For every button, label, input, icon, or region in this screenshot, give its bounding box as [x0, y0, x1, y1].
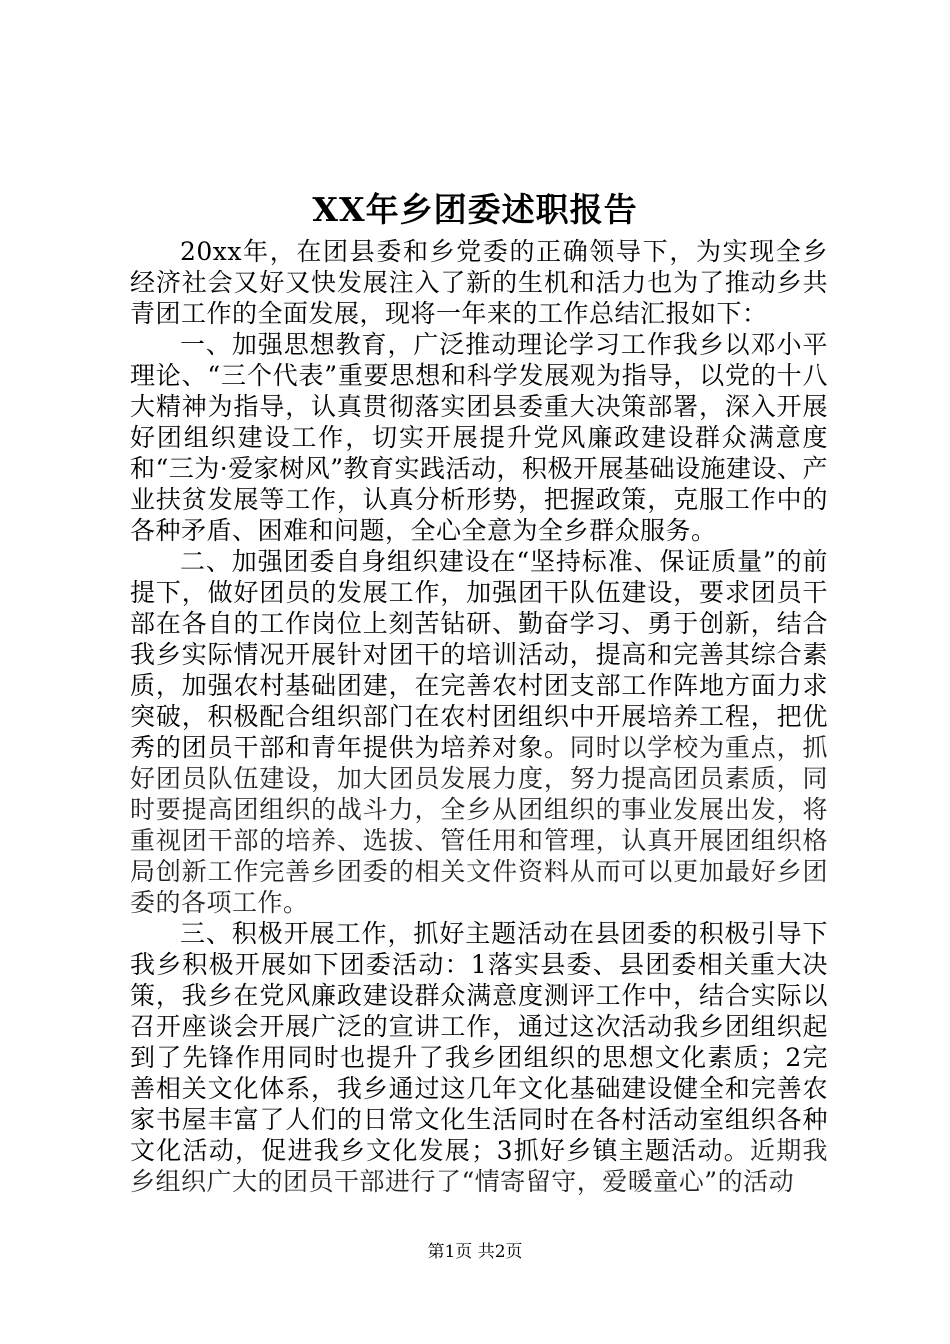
paragraph-intro-text: 20xx年，在团县委和乡党委的正确领导下，为实现全乡经济社会又好又快发展注入了新的生机和活力也为了推动乡共青团工作的全面发展，现将一年来的工作总结汇报如下：: [130, 237, 828, 328]
paragraph-section-2-text-continued: 同时以学校为重点，抓好团员队伍建设，加大团员发展力度，努力提高团员素质，同时要提高团组织的战斗力，全乡从团组织的事业发展出发，将重视团干部的培养、选拔、管任用和管理，认真开展团组织格局创新工作完善乡团委的相关文件资料从而可以更加最好乡团委的各项工作。: [130, 733, 828, 917]
paragraph-section-1-text: 一、加强思想教育，广泛推动理论学习工作我乡以邓小平理论、“三个代表”重要思想和科学发展观为指导，以党的十八大精神为指导，认真贯彻落实团县委重大决策部署，深入开展好团组织建设工作，切实开展提升党风廉政建设群众满意度和“三为·爱家树风”教育实践活动，积极开展基础设施建设、产业扶贫发展等工作，认真分析形势，把握政策，克服工作中的各种矛盾、困难和问题，全心全意为全乡群众服务。: [130, 330, 829, 545]
paragraph-intro: [130, 236, 828, 329]
paragraph-section-3-text-continued: 近期我乡组织广大的团员干部进行了“情寄留守，爱暖童心”的活动: [130, 1136, 828, 1196]
paragraph-section-1: [130, 329, 828, 546]
paragraph-section-3: [130, 918, 828, 1197]
document-body: [130, 236, 828, 1197]
paragraph-section-2-text: 二、加强团委自身组织建设在“坚持标准、保证质量”的前提下，做好团员的发展工作，加强团干队伍建设，要求团员干部在各自的工作岗位上刻苦钻研、勤奋学习、勇于创新，结合我乡实际情况开展针对团干的培训活动，提高和完善其综合素质，加强农村基础团建，在完善农村团支部工作阵地方面力求突破，积极配合组织部门在农村团组织中开展培养工程，把优秀的团员干部和青年提供为培养对象。: [130, 547, 828, 762]
paragraph-section-2: [130, 546, 828, 918]
paragraph-section-3-text: 三、积极开展工作，抓好主题活动在县团委的积极引导下我乡积极开展如下团委活动：1落实县委、县团委相关重大决策，我乡在党风廉政建设群众满意度测评工作中，结合实际以召开座谈会开展广泛的宣讲工作，通过这次活动我乡团组织起到了先锋作用同时也提升了我乡团组织的思想文化素质；2完善相关文化体系，我乡通过这几年文化基础建设健全和完善农家书屋丰富了人们的日常文化生活同时在各村活动室组织各种文化活动，促进我乡文化发展；3抓好乡镇主题活动。: [130, 919, 828, 1165]
page-footer: 第1页 共2页: [427, 1242, 523, 1262]
document-title: XX年乡团委述职报告: [312, 190, 638, 229]
